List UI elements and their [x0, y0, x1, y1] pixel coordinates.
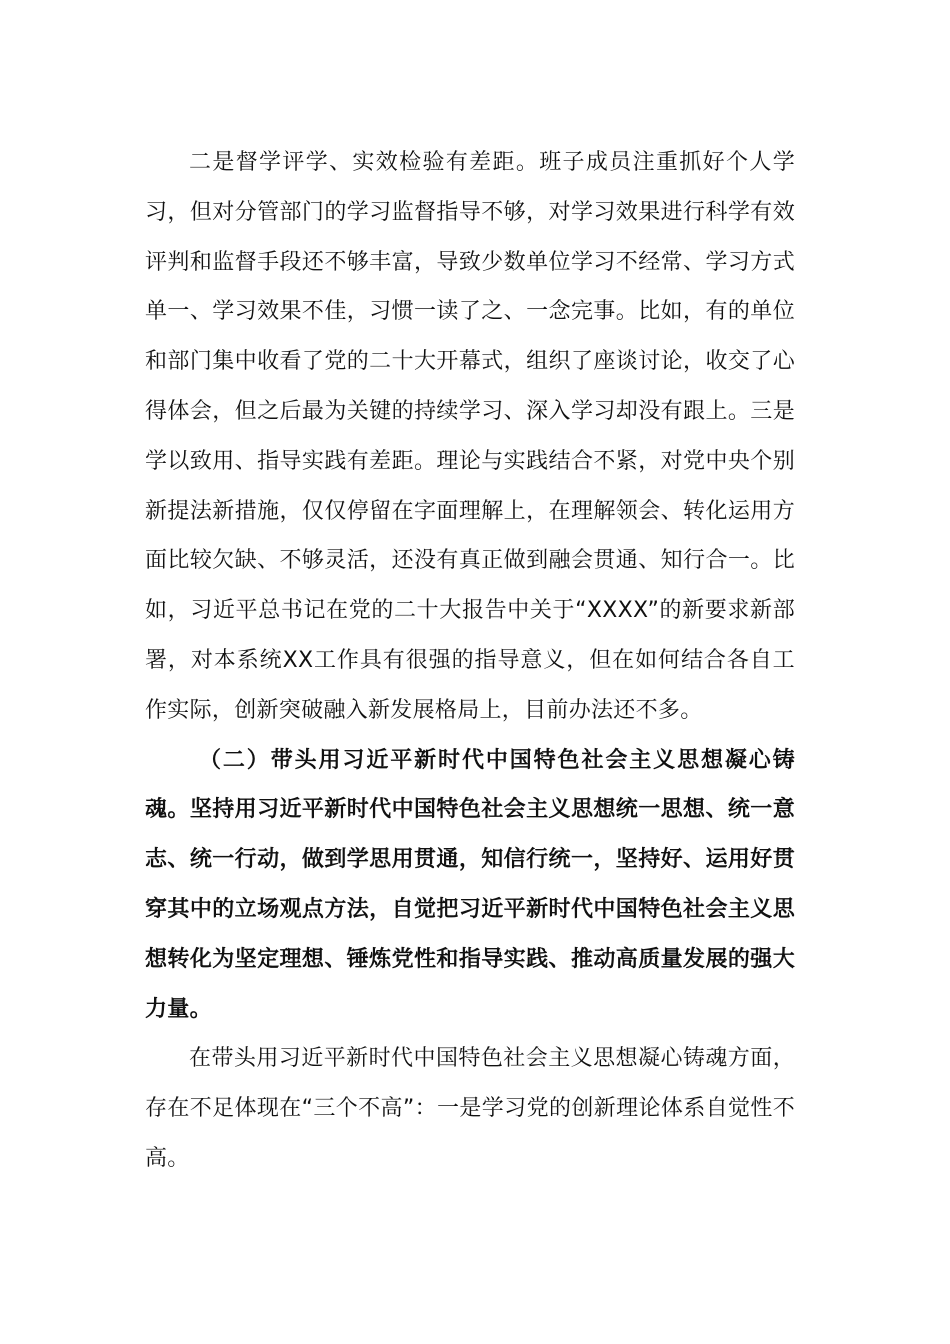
paragraph-three-not-high: 在带头用习近平新时代中国特色社会主义思想凝心铸魂方面，存在不足体现在“三个不高”：一是学习党的创新理论体系自觉性不高。 [145, 1046, 795, 1171]
section-heading-2: （二）带头用习近平新时代中国特色社会主义思想凝心铸魂。坚持用习近平新时代中国特色社会主义思想统一思想、统一意志、统一行动，做到学思用贯通，知信行统一，坚持好、运用好贯穿其中的立场观点方法，自觉把习近平新时代中国特色社会主义思想转化为坚定理想、锤炼党性和指导实践、推动高质量发展的强大力量。 [145, 747, 795, 1022]
document-body [145, 138, 795, 1184]
paragraph-study-gaps: 二是督学评学、实效检验有差距。班子成员注重抓好个人学习，但对分管部门的学习监督指导不够，对学习效果进行科学有效评判和监督手段还不够丰富，导致少数单位学习不经常、学习方式单一、学习效果不佳，习惯一读了之、一念完事。比如，有的单位和部门集中收看了党的二十大开幕式，组织了座谈讨论，收交了心得体会，但之后最为关键的持续学习、深入学习却没有跟上。三是学以致用、指导实践有差距。理论与实践结合不紧，对党中央个别新提法新措施，仅仅停留在字面理解上，在理解领会、转化运用方面比较欠缺、不够灵活，还没有真正做到融会贯通、知行合一。比如，习近平总书记在党的二十大报告中关于“XXXX”的新要求新部署，对本系统XX工作具有很强的指导意义，但在如何结合各自工作实际，创新突破融入新发展格局上，目前办法还不多。 [145, 150, 795, 723]
